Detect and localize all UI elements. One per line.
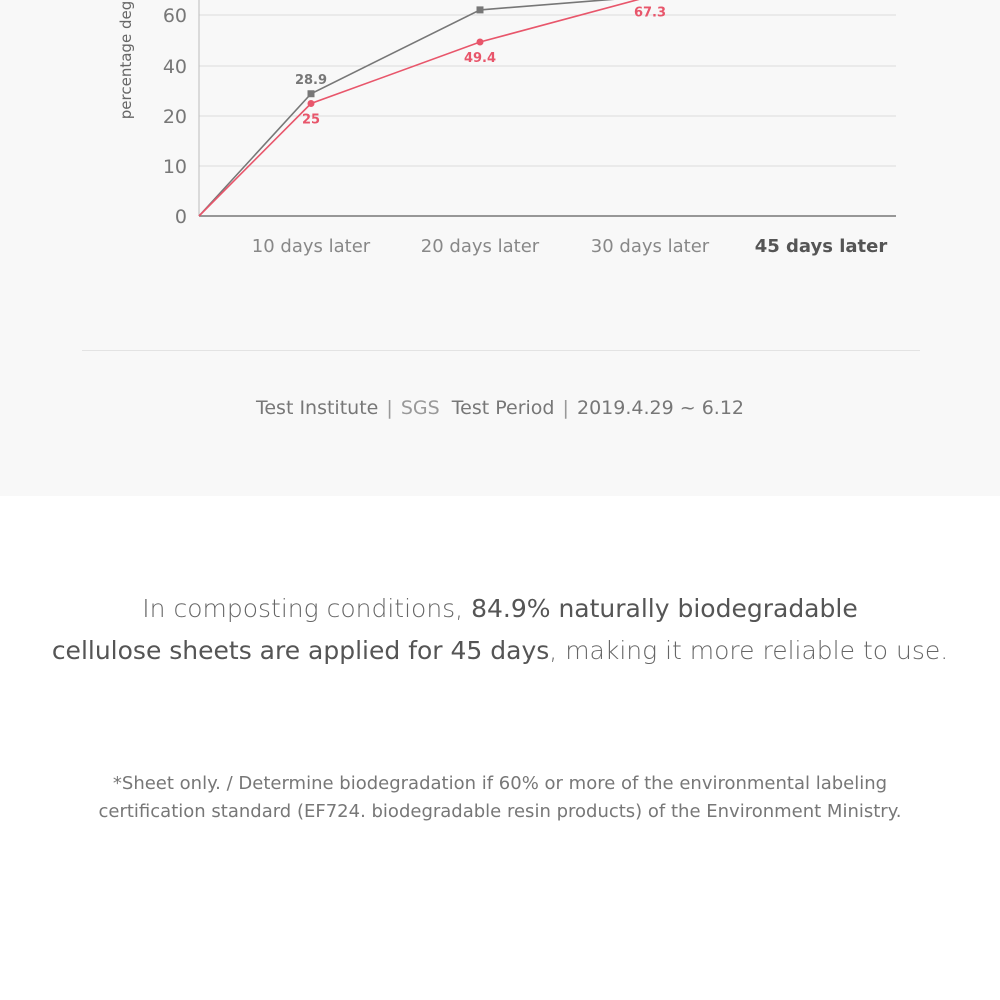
divider: [82, 350, 920, 351]
y-tick-label: 0: [174, 206, 187, 228]
test-institute-value: SGS: [400, 397, 440, 419]
data-point: [308, 90, 315, 97]
series-line: [199, 0, 650, 216]
footnote-line-1: *Sheet only. / Determine biodegradation if 60% or more of the environmental labeling: [112, 773, 888, 794]
separator: |: [386, 397, 393, 419]
summary-line-1: [0, 588, 1000, 630]
data-label: 28.9: [294, 72, 328, 88]
x-tick-label: 20 days later: [420, 236, 540, 257]
y-tick-label: 40: [162, 56, 187, 78]
x-tick-label: 45 days later: [754, 236, 888, 257]
separator: |: [562, 397, 569, 419]
data-label: 67.3: [633, 5, 667, 21]
degradation-chart: [0, 0, 1000, 350]
test-period-value: 2019.4.29 ~ 6.12: [577, 397, 745, 419]
summary-text-light: In composting conditions,: [142, 594, 472, 623]
y-tick-label: 60: [162, 5, 187, 27]
y-tick-label: 10: [162, 156, 187, 178]
summary-text-strong: cellulose sheets are applied for 45 days: [51, 636, 550, 665]
data-label: 49.4: [463, 51, 497, 67]
data-point: [308, 100, 315, 107]
summary-line-2: [0, 630, 1000, 672]
summary-text: [0, 588, 1000, 672]
test-info: [0, 397, 1000, 419]
summary-text-light: , making it more reliable to use.: [549, 636, 949, 665]
test-institute-key: Test Institute: [255, 397, 379, 419]
chart-section: [0, 0, 1000, 496]
footnote-line-2: certification standard (EF724. biodegradable resin products) of the Environment Ministry.: [98, 801, 902, 822]
data-point: [477, 39, 484, 46]
test-period-key: Test Period: [451, 397, 555, 419]
x-tick-label: 30 days later: [590, 236, 710, 257]
summary-text-strong: 84.9% naturally biodegradable: [471, 594, 858, 623]
series-line: [199, 0, 650, 216]
data-point: [477, 6, 484, 13]
data-label: 25: [301, 112, 321, 128]
x-tick-label: 10 days later: [251, 236, 371, 257]
footnote: [0, 770, 1000, 826]
y-tick-label: 20: [162, 106, 187, 128]
y-axis-label: percentage deg: [117, 0, 135, 120]
